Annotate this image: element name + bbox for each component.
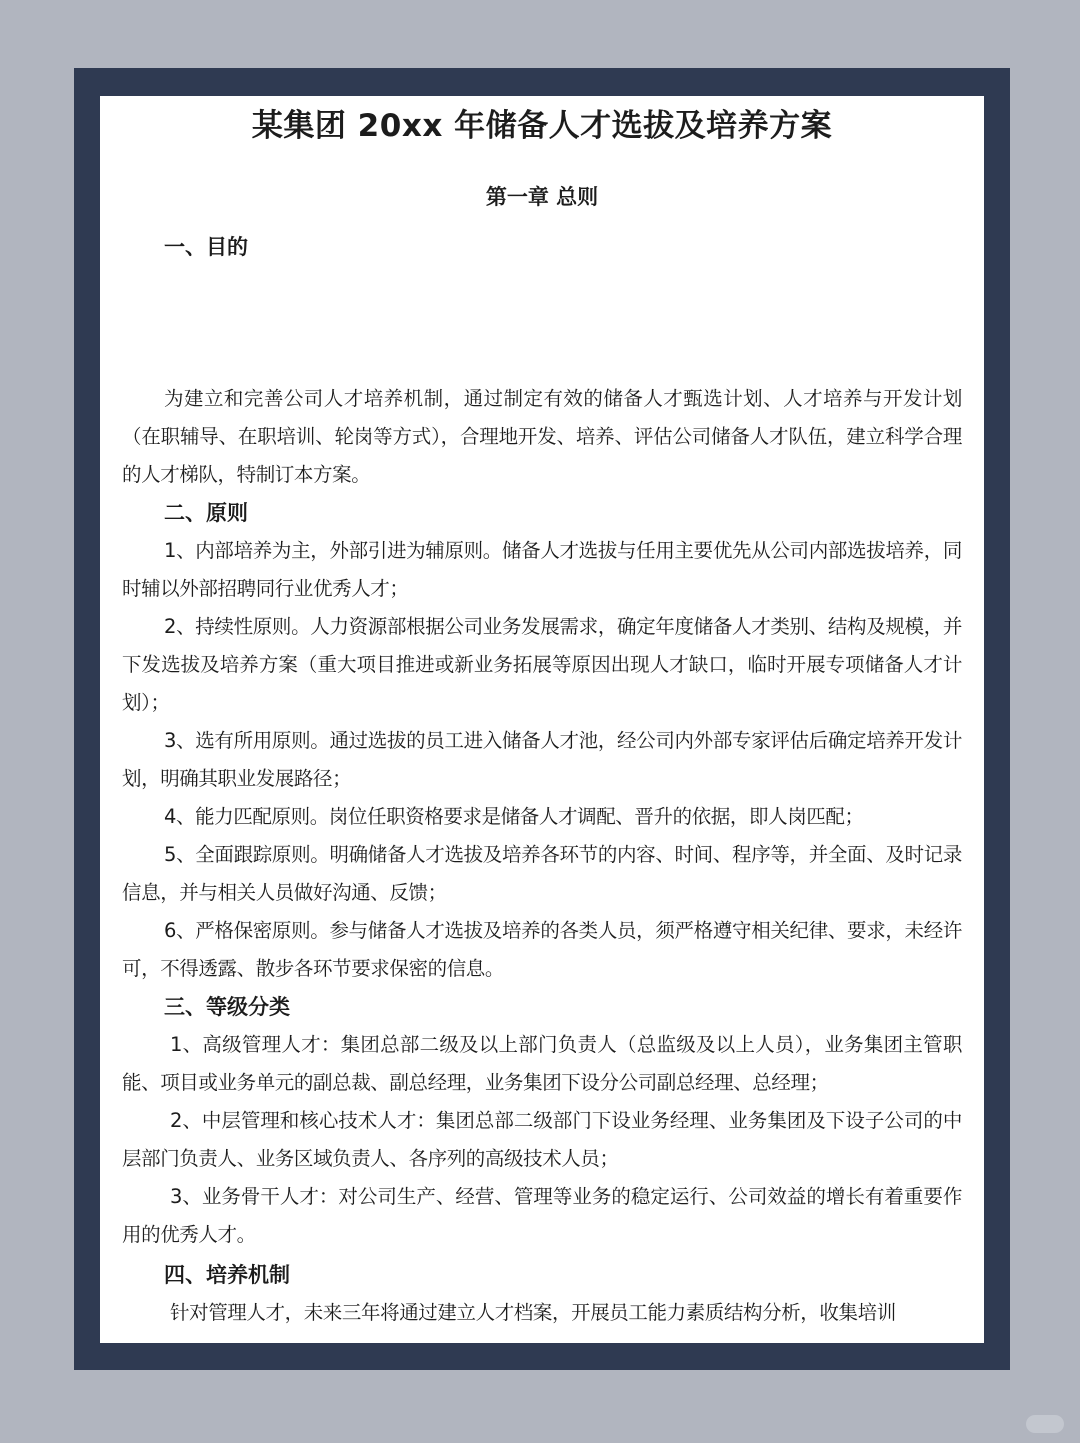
- watermark-badge: [1026, 1415, 1064, 1433]
- section-heading-principles: 二、原则: [164, 501, 248, 525]
- section-heading-training: 四、培养机制: [164, 1263, 290, 1287]
- purpose-paragraph: 为建立和完善公司人才培养机制，通过制定有效的储备人才甄选计划、人才培养与开发计划（在职辅导、在职培训、轮岗等方式），合理地开发、培养、评估公司储备人才队伍，建立科学合理的人才梯队，特制订本方案。: [122, 387, 962, 486]
- section-heading-levels: 三、等级分类: [164, 995, 290, 1019]
- document-page: [100, 96, 984, 1343]
- level-item: 3、业务骨干人才：对公司生产、经营、管理等业务的稳定运行、公司效益的增长有着重要作用的优秀人才。: [122, 1185, 962, 1246]
- principle-item: 6、严格保密原则。参与储备人才选拔及培养的各类人员，须严格遵守相关纪律、要求，未经许可，不得透露、散步各环节要求保密的信息。: [122, 919, 962, 980]
- principle-item: 5、全面跟踪原则。明确储备人才选拔及培养各环节的内容、时间、程序等，并全面、及时记录信息，并与相关人员做好沟通、反馈；: [122, 843, 962, 904]
- document-title: 某集团 20xx 年储备人才选拔及培养方案: [251, 108, 833, 144]
- training-paragraph: 针对管理人才，未来三年将通过建立人才档案，开展员工能力素质结构分析，收集培训: [170, 1301, 896, 1324]
- principle-item: 4、能力匹配原则。岗位任职资格要求是储备人才调配、晋升的依据，即人岗匹配；: [164, 805, 864, 828]
- section-heading-purpose: 一、目的: [164, 235, 248, 259]
- principle-item: 1、内部培养为主，外部引进为辅原则。储备人才选拔与任用主要优先从公司内部选拔培养，同时辅以外部招聘同行业优秀人才；: [122, 539, 962, 600]
- principle-item: 3、选有所用原则。通过选拔的员工进入储备人才池，经公司内外部专家评估后确定培养开发计划，明确其职业发展路径；: [122, 729, 962, 790]
- chapter-title: 第一章 总则: [485, 185, 599, 209]
- level-item: 2、中层管理和核心技术人才：集团总部二级部门下设业务经理、业务集团及下设子公司的中层部门负责人、业务区域负责人、各序列的高级技术人员；: [122, 1109, 962, 1170]
- level-item: 1、高级管理人才：集团总部二级及以上部门负责人（总监级及以上人员），业务集团主管职能、项目或业务单元的副总裁、副总经理，业务集团下设分公司副总经理、总经理；: [122, 1033, 962, 1094]
- principle-item: 2、持续性原则。人力资源部根据公司业务发展需求，确定年度储备人才类别、结构及规模，并下发选拔及培养方案（重大项目推进或新业务拓展等原因出现人才缺口，临时开展专项储备人才计划）；: [122, 615, 962, 714]
